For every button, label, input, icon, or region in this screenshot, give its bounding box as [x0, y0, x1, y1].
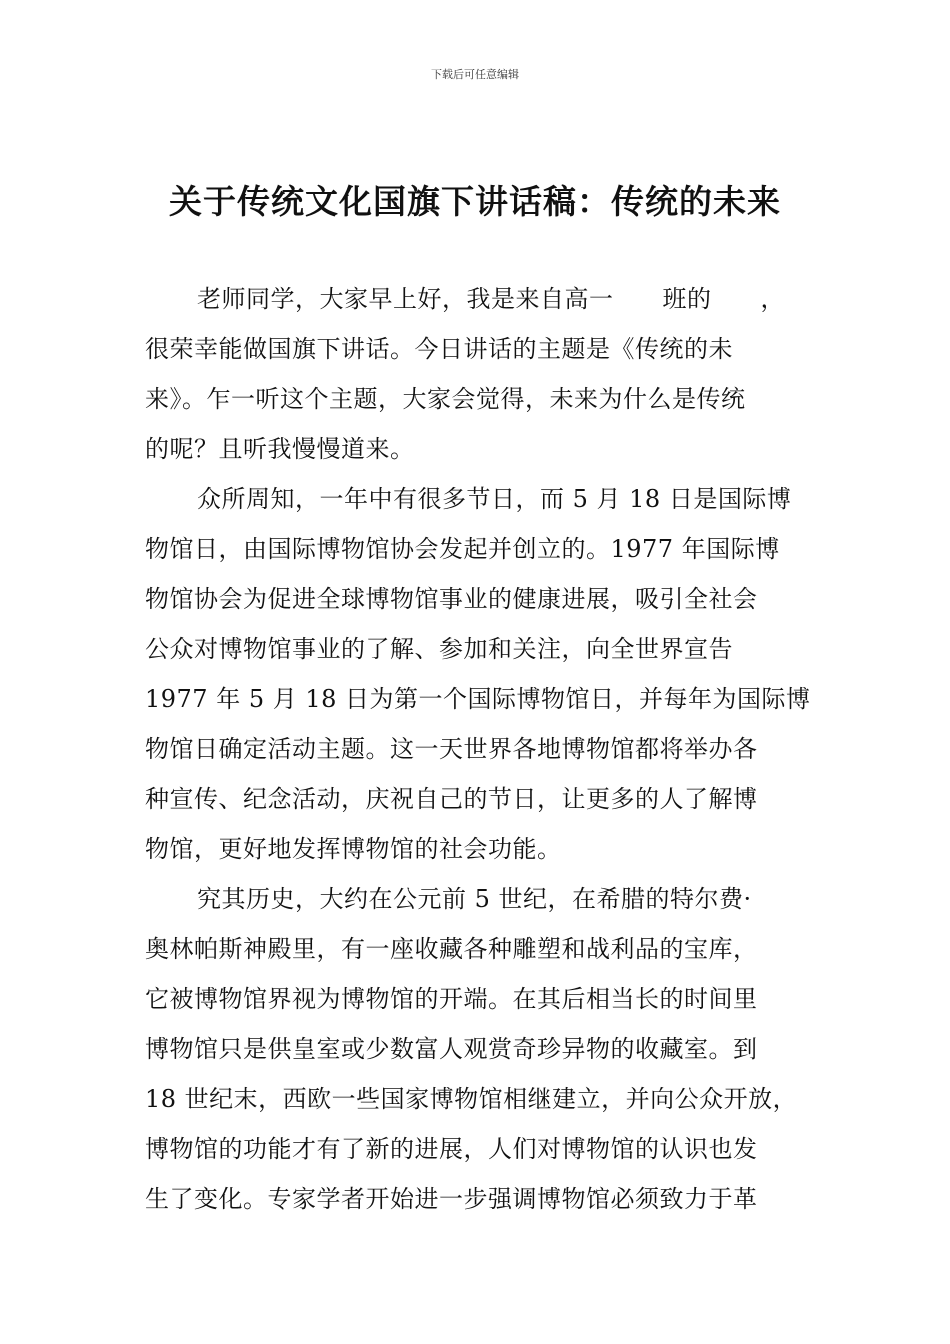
paragraph-1-line-2: 很荣幸能做国旗下讲话。今日讲话的主题是《传统的未 — [145, 335, 733, 363]
paragraph-3-line-4: 博物馆只是供皇室或少数富人观赏奇珍异物的收藏室。到 — [145, 1035, 758, 1063]
document-body — [145, 280, 810, 1230]
paragraph-3-line-3: 它被博物馆界视为博物馆的开端。在其后相当长的时间里 — [145, 985, 758, 1013]
paragraph-2-line-2: 物馆日，由国际博物馆协会发起并创立的。1977 年国际博 — [145, 535, 780, 563]
paragraph-3-line-5: 18 世纪末，西欧一些国家博物馆相继建立，并向公众开放， — [145, 1085, 798, 1113]
document-title: 关于传统文化国旗下讲话稿：传统的未来 — [169, 182, 781, 221]
paragraph-3-line-1: 究其历史，大约在公元前 5 世纪，在希腊的特尔费· — [197, 885, 752, 913]
paragraph-1-line-3: 来》。乍一听这个主题，大家会觉得，未来为什么是传统 — [145, 385, 746, 413]
header-note: 下载后可任意编辑 — [431, 68, 519, 81]
paragraph-2-line-4: 公众对博物馆事业的了解、参加和关注，向全世界宣告 — [145, 635, 733, 663]
paragraph-3-line-6: 博物馆的功能才有了新的进展，人们对博物馆的认识也发 — [145, 1135, 758, 1163]
paragraph-2-line-1: 众所周知，一年中有很多节日，而 5 月 18 日是国际博 — [197, 485, 792, 513]
paragraph-3-line-2: 奥林帕斯神殿里，有一座收藏各种雕塑和战利品的宝库， — [145, 935, 758, 963]
paragraph-2-line-5: 1977 年 5 月 18 日为第一个国际博物馆日，并每年为国际博 — [145, 685, 811, 713]
paragraph-2-line-8: 物馆，更好地发挥博物馆的社会功能。 — [145, 835, 562, 863]
paragraph-1-line-1: 老师同学，大家早上好，我是来自高一 班的 ， — [197, 285, 785, 313]
paragraph-2-line-7: 种宣传、纪念活动，庆祝自己的节日，让更多的人了解博 — [145, 785, 758, 813]
paragraph-3-line-7: 生了变化。专家学者开始进一步强调博物馆必须致力于革 — [145, 1185, 758, 1213]
paragraph-2-line-6: 物馆日确定活动主题。这一天世界各地博物馆都将举办各 — [145, 735, 758, 763]
paragraph-1-line-4: 的呢？且听我慢慢道来。 — [145, 435, 415, 463]
paragraph-2-line-3: 物馆协会为促进全球博物馆事业的健康进展，吸引全社会 — [145, 585, 758, 613]
